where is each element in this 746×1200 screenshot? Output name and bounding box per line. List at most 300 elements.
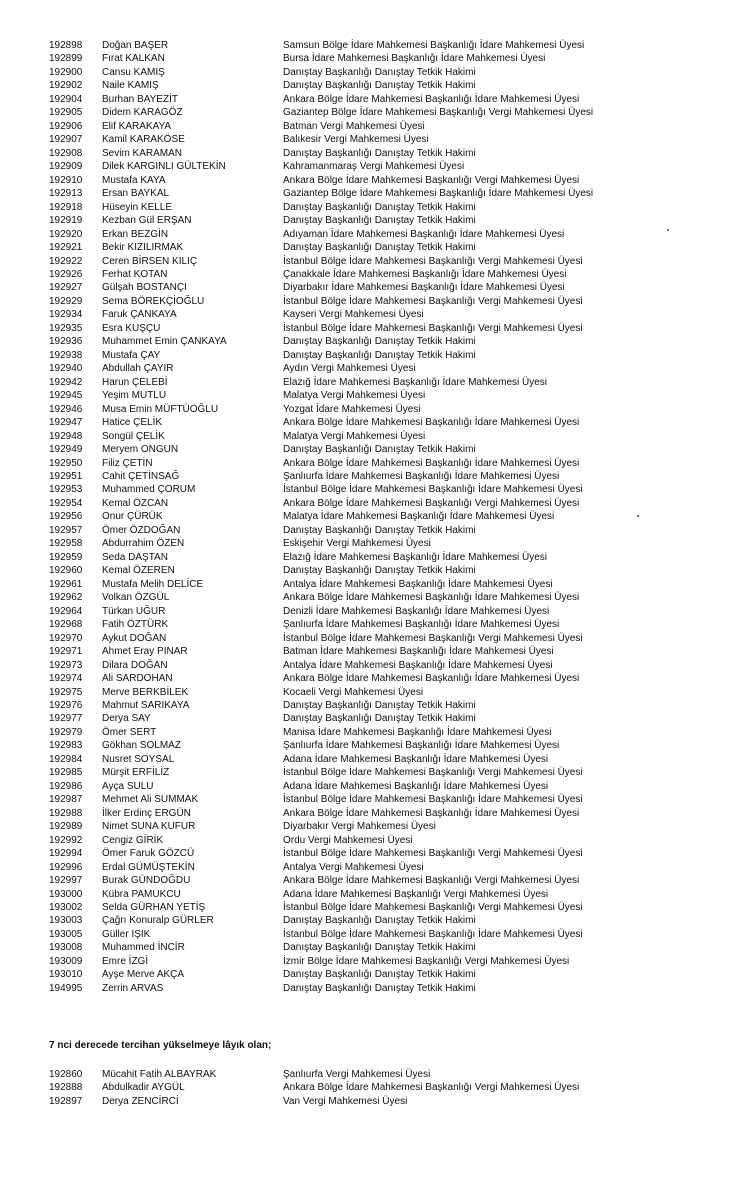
list-row xyxy=(0,739,746,752)
person-name: Abdurrahim ÖZEN xyxy=(102,538,185,550)
list-row xyxy=(0,941,746,954)
court-assignment: Şanlıurfa İdare Mahkemesi Başkanlığı İdare Mahkemesi Üyesi xyxy=(283,619,560,631)
list-row xyxy=(0,699,746,712)
registry-number: 192899 xyxy=(49,53,83,65)
person-name: Gökhan SOLMAZ xyxy=(102,740,181,752)
list-row xyxy=(0,255,746,268)
court-assignment: İstanbul Bölge İdare Mahkemesi Başkanlığı Vergi Mahkemesi Üyesi xyxy=(283,255,583,267)
court-assignment: Gaziantep Bölge İdare Mahkemesi Başkanlığı Vergi Mahkemesi Üyesi xyxy=(283,107,594,119)
person-name: Volkan ÖZGÜL xyxy=(102,592,170,604)
court-assignment: İstanbul Bölge İdare Mahkemesi Başkanlığı Vergi Mahkemesi Üyesi xyxy=(283,767,583,779)
person-name: Mustafa KAYA xyxy=(102,174,166,186)
registry-number: 192906 xyxy=(49,120,83,132)
registry-number: 192975 xyxy=(49,686,83,698)
court-assignment: Malatya İdare Mahkemesi Başkanlığı İdare Mahkemesi Üyesi xyxy=(283,511,555,523)
court-assignment: Batman Vergi Mahkemesi Üyesi xyxy=(283,120,425,132)
person-name: Emre İZGİ xyxy=(102,955,149,967)
court-assignment: Balıkesir Vergi Mahkemesi Üyesi xyxy=(283,134,429,146)
list-row xyxy=(0,888,746,901)
person-name: Kemal ÖZCAN xyxy=(102,497,169,509)
registry-number: 192947 xyxy=(49,417,83,429)
person-name: Esra KUŞÇU xyxy=(102,322,161,334)
section-heading: 7 nci derecede tercihan yükselmeye lâyık olan; xyxy=(49,1040,272,1051)
registry-number: 192996 xyxy=(49,861,83,873)
person-name: Ersan BAYKAL xyxy=(102,188,170,200)
list-row xyxy=(0,834,746,847)
person-name: Fatih ÖZTÜRK xyxy=(102,619,169,631)
promotion-list xyxy=(0,39,746,995)
list-row xyxy=(0,928,746,941)
scan-speck xyxy=(667,229,669,231)
registry-number: 192940 xyxy=(49,363,83,375)
registry-number: 192898 xyxy=(49,40,83,51)
registry-number: 192907 xyxy=(49,134,83,146)
person-name: Ceren BİRSEN KILIÇ xyxy=(102,255,198,267)
list-row xyxy=(0,39,746,52)
list-row xyxy=(0,955,746,968)
person-name: Harun ÇELEBİ xyxy=(102,376,168,388)
court-assignment: Manisa İdare Mahkemesi Başkanlığı İdare Mahkemesi Üyesi xyxy=(283,726,552,738)
registry-number: 192946 xyxy=(49,403,83,415)
registry-number: 192992 xyxy=(49,834,83,846)
person-name: Aykut DOĞAN xyxy=(102,632,167,644)
list-row xyxy=(0,632,746,645)
registry-number: 192929 xyxy=(49,295,83,307)
list-row xyxy=(0,281,746,294)
court-assignment: Samsun Bölge İdare Mahkemesi Başkanlığı İdare Mahkemesi Üyesi xyxy=(283,40,585,51)
person-name: Türkan UĞUR xyxy=(102,605,166,617)
registry-number: 192973 xyxy=(49,659,83,671)
registry-number: 192897 xyxy=(49,1095,83,1107)
person-name: Mücahit Fatih ALBAYRAK xyxy=(102,1069,217,1080)
registry-number: 192984 xyxy=(49,753,83,765)
list-row xyxy=(0,79,746,92)
court-assignment: Danıştay Başkanlığı Danıştay Tetkik Hakimi xyxy=(283,66,476,78)
person-name: Ayça SULU xyxy=(102,780,154,792)
registry-number: 192974 xyxy=(49,673,83,685)
court-assignment: İzmir Bölge İdare Mahkemesi Başkanlığı Vergi Mahkemesi Üyesi xyxy=(283,955,570,967)
court-assignment: Ankara Bölge İdare Mahkemesi Başkanlığı İdare Mahkemesi Üyesi xyxy=(283,673,580,685)
registry-number: 192977 xyxy=(49,713,83,725)
person-name: Erdal GÜMÜŞTEKİN xyxy=(102,861,195,873)
registry-number: 194995 xyxy=(49,982,83,994)
registry-number: 192957 xyxy=(49,524,83,536)
court-assignment: Danıştay Başkanlığı Danıştay Tetkik Hakimi xyxy=(283,147,476,159)
court-assignment: Eskişehir Vergi Mahkemesi Üyesi xyxy=(283,538,431,550)
registry-number: 192934 xyxy=(49,309,83,321)
list-row xyxy=(0,322,746,335)
court-assignment: Antalya Vergi Mahkemesi Üyesi xyxy=(283,861,424,873)
list-row xyxy=(0,214,746,227)
registry-number: 192962 xyxy=(49,592,83,604)
registry-number: 193002 xyxy=(49,902,83,913)
court-assignment: Elazığ İdare Mahkemesi Başkanlığı İdare Mahkemesi Üyesi xyxy=(283,376,548,388)
list-row xyxy=(0,793,746,806)
person-name: Selda GÜRHAN YETİŞ xyxy=(102,902,206,913)
list-row xyxy=(0,376,746,389)
person-name: Mahmut SARIKAYA xyxy=(102,699,190,711)
registry-number: 192961 xyxy=(49,578,83,590)
list-row xyxy=(0,510,746,523)
person-name: Kamil KARAKÖSE xyxy=(102,134,185,146)
court-assignment: Ankara Bölge İdare Mahkemesi Başkanlığı Vergi Mahkemesi Üyesi xyxy=(283,174,580,186)
registry-number: 193005 xyxy=(49,928,83,940)
registry-number: 192910 xyxy=(49,174,83,186)
person-name: Seda DAŞTAN xyxy=(102,551,168,563)
court-assignment: İstanbul Bölge İdare Mahkemesi Başkanlığı Vergi Mahkemesi Üyesi xyxy=(283,632,583,644)
court-assignment: Diyarbakır İdare Mahkemesi Başkanlığı İdare Mahkemesi Üyesi xyxy=(283,282,565,294)
registry-number: 192970 xyxy=(49,632,83,644)
registry-number: 192913 xyxy=(49,188,83,200)
registry-number: 192905 xyxy=(49,107,83,119)
court-assignment: Ankara Bölge İdare Mahkemesi Başkanlığı Vergi Mahkemesi Üyesi xyxy=(283,875,580,887)
person-name: İlker Erdinç ERGÜN xyxy=(102,807,191,819)
person-name: Mürşit ERFİLİZ xyxy=(102,767,170,779)
registry-number: 192971 xyxy=(49,646,83,658)
person-name: Ayşe Merve AKÇA xyxy=(102,969,185,981)
list-row xyxy=(0,645,746,658)
list-row xyxy=(0,564,746,577)
list-row xyxy=(0,874,746,887)
list-row xyxy=(0,120,746,133)
list-row xyxy=(0,443,746,456)
court-assignment: Kahramanmaraş Vergi Mahkemesi Üyesi xyxy=(283,161,465,173)
court-assignment: İstanbul Bölge İdare Mahkemesi Başkanlığı İdare Mahkemesi Üyesi xyxy=(283,484,583,496)
list-row xyxy=(0,605,746,618)
list-row xyxy=(0,914,746,927)
court-assignment: Kocaeli Vergi Mahkemesi Üyesi xyxy=(283,686,424,698)
list-row xyxy=(0,820,746,833)
list-row xyxy=(0,52,746,65)
person-name: Mustafa Melih DELİCE xyxy=(102,578,204,590)
list-row xyxy=(0,389,746,402)
court-assignment: Danıştay Başkanlığı Danıştay Tetkik Hakimi xyxy=(283,524,476,536)
court-assignment: Ankara Bölge İdare Mahkemesi Başkanlığı İdare Mahkemesi Üyesi xyxy=(283,807,580,819)
court-assignment: İstanbul Bölge İdare Mahkemesi Başkanlığı Vergi Mahkemesi Üyesi xyxy=(283,322,583,334)
list-row xyxy=(0,174,746,187)
person-name: Zerrin ARVAS xyxy=(102,982,164,994)
registry-number: 192950 xyxy=(49,457,83,469)
registry-number: 192908 xyxy=(49,147,83,159)
person-name: Gülşah BOSTANÇI xyxy=(102,282,187,294)
person-name: Kemal ÖZEREN xyxy=(102,565,175,577)
registry-number: 192976 xyxy=(49,699,83,711)
court-assignment: Ordu Vergi Mahkemesi Üyesi xyxy=(283,834,413,846)
person-name: Abdullah ÇAYIR xyxy=(102,363,174,375)
list-row xyxy=(0,591,746,604)
court-assignment: İstanbul Bölge İdare Mahkemesi Başkanlığı İdare Mahkemesi Üyesi xyxy=(283,928,583,940)
registry-number: 192945 xyxy=(49,390,83,402)
person-name: Meryem ONGUN xyxy=(102,444,179,456)
court-assignment: Malatya Vergi Mahkemesi Üyesi xyxy=(283,390,426,402)
court-assignment: Malatya Vergi Mahkemesi Üyesi xyxy=(283,430,426,442)
list-row xyxy=(0,861,746,874)
person-name: Cahit ÇETİNSAĞ xyxy=(102,471,180,482)
court-assignment: Antalya İdare Mahkemesi Başkanlığı İdare Mahkemesi Üyesi xyxy=(283,578,553,590)
registry-number: 192904 xyxy=(49,93,83,105)
person-name: Sevim KARAMAN xyxy=(102,147,183,159)
registry-number: 192948 xyxy=(49,430,83,442)
registry-number: 192986 xyxy=(49,780,83,792)
court-assignment: Elazığ İdare Mahkemesi Başkanlığı İdare Mahkemesi Üyesi xyxy=(283,551,548,563)
registry-number: 192860 xyxy=(49,1069,83,1080)
registry-number: 192922 xyxy=(49,255,83,267)
court-assignment: Ankara Bölge İdare Mahkemesi Başkanlığı Vergi Mahkemesi Üyesi xyxy=(283,1082,580,1094)
court-assignment: İstanbul Bölge İdare Mahkemesi Başkanlığı Vergi Mahkemesi Üyesi xyxy=(283,295,583,307)
list-row xyxy=(0,483,746,496)
list-row xyxy=(0,147,746,160)
court-assignment: İstanbul Bölge İdare Mahkemesi Başkanlığı İdare Mahkemesi Üyesi xyxy=(283,794,583,806)
court-assignment: Adıyaman İdare Mahkemesi Başkanlığı İdare Mahkemesi Üyesi xyxy=(283,228,565,240)
registry-number: 192985 xyxy=(49,767,83,779)
person-name: Ahmet Eray PINAR xyxy=(102,646,188,658)
list-row xyxy=(0,470,746,483)
list-row xyxy=(0,335,746,348)
registry-number: 192953 xyxy=(49,484,83,496)
court-assignment: Antalya İdare Mahkemesi Başkanlığı İdare Mahkemesi Üyesi xyxy=(283,659,553,671)
court-assignment: Denizli İdare Mahkemesi Başkanlığı İdare Mahkemesi Üyesi xyxy=(283,605,550,617)
court-assignment: Danıştay Başkanlığı Danıştay Tetkik Hakimi xyxy=(283,982,476,994)
list-row xyxy=(0,1095,746,1108)
court-assignment: Adana İdare Mahkemesi Başkanlığı Vergi Mahkemesi Üyesi xyxy=(283,888,549,900)
registry-number: 193008 xyxy=(49,942,83,954)
court-assignment: Ankara Bölge İdare Mahkemesi Başkanlığı İdare Mahkemesi Üyesi xyxy=(283,417,580,429)
list-row xyxy=(0,659,746,672)
court-assignment: Ankara Bölge İdare Mahkemesi Başkanlığı İdare Mahkemesi Üyesi xyxy=(283,592,580,604)
person-name: Faruk ÇANKAYA xyxy=(102,309,177,321)
court-assignment: Batman İdare Mahkemesi Başkanlığı İdare Mahkemesi Üyesi xyxy=(283,646,554,658)
person-name: Fırat KALKAN xyxy=(102,53,165,65)
registry-number: 192968 xyxy=(49,619,83,631)
person-name: Bekir KIZILIRMAK xyxy=(102,242,184,254)
person-name: Naile KAMIŞ xyxy=(102,80,159,92)
list-row xyxy=(0,901,746,914)
list-row xyxy=(0,416,746,429)
person-name: Didem KARAGÖZ xyxy=(102,107,183,119)
person-name: Çağrı Konuralp GÜRLER xyxy=(102,915,214,927)
list-row xyxy=(0,982,746,995)
list-row xyxy=(0,807,746,820)
person-name: Ali SARDOHAN xyxy=(102,673,173,685)
list-row xyxy=(0,672,746,685)
list-row xyxy=(0,133,746,146)
person-name: Kezban Gül ERŞAN xyxy=(102,215,192,227)
person-name: Dilara DOĞAN xyxy=(102,659,168,671)
registry-number: 192938 xyxy=(49,349,83,361)
registry-number: 193009 xyxy=(49,955,83,967)
registry-number: 192918 xyxy=(49,201,83,213)
registry-number: 192888 xyxy=(49,1082,83,1094)
registry-number: 192958 xyxy=(49,538,83,550)
registry-number: 192954 xyxy=(49,497,83,509)
person-name: Burak GÜNDOĞDU xyxy=(102,875,191,887)
person-name: Musa Emin MÜFTÜOĞLU xyxy=(102,403,219,415)
list-row xyxy=(0,106,746,119)
list-row xyxy=(0,187,746,200)
person-name: Cengiz GİRİK xyxy=(102,834,164,846)
court-assignment: Danıştay Başkanlığı Danıştay Tetkik Hakimi xyxy=(283,444,476,456)
registry-number: 192942 xyxy=(49,376,83,388)
registry-number: 192909 xyxy=(49,161,83,173)
list-row xyxy=(0,430,746,443)
list-row xyxy=(0,524,746,537)
person-name: Doğan BAŞER xyxy=(102,40,169,51)
court-assignment: Danıştay Başkanlığı Danıştay Tetkik Hakimi xyxy=(283,201,476,213)
registry-number: 192936 xyxy=(49,336,83,348)
registry-number: 192983 xyxy=(49,740,83,752)
person-name: Nusret SOYSAL xyxy=(102,753,175,765)
registry-number: 192935 xyxy=(49,322,83,334)
list-row xyxy=(0,457,746,470)
person-name: Ömer ÖZDOĞAN xyxy=(102,524,181,536)
person-name: Ferhat KOTAN xyxy=(102,268,168,280)
list-row xyxy=(0,349,746,362)
list-row xyxy=(0,726,746,739)
registry-number: 192920 xyxy=(49,228,83,240)
registry-number: 193003 xyxy=(49,915,83,927)
registry-number: 192949 xyxy=(49,444,83,456)
preferential-promotion-list xyxy=(0,1068,746,1108)
person-name: Songül ÇELİK xyxy=(102,430,165,442)
registry-number: 192997 xyxy=(49,875,83,887)
person-name: Muhammet Emin ÇANKAYA xyxy=(102,336,227,348)
list-row xyxy=(0,497,746,510)
court-assignment: Gaziantep Bölge İdare Mahkemesi Başkanlığı İdare Mahkemesi Üyesi xyxy=(283,188,594,200)
registry-number: 193010 xyxy=(49,969,83,981)
person-name: Güller IŞIK xyxy=(102,928,151,940)
list-row xyxy=(0,201,746,214)
list-row xyxy=(0,93,746,106)
court-assignment: Danıştay Başkanlığı Danıştay Tetkik Hakimi xyxy=(283,349,476,361)
list-row xyxy=(0,362,746,375)
registry-number: 192960 xyxy=(49,565,83,577)
court-assignment: Danıştay Başkanlığı Danıştay Tetkik Hakimi xyxy=(283,565,476,577)
list-row xyxy=(0,295,746,308)
list-row xyxy=(0,766,746,779)
person-name: Abdulkadir AYGÜL xyxy=(102,1082,185,1094)
court-assignment: Danıştay Başkanlığı Danıştay Tetkik Hakimi xyxy=(283,699,476,711)
list-row xyxy=(0,712,746,725)
court-assignment: Bursa İdare Mahkemesi Başkanlığı İdare Mahkemesi Üyesi xyxy=(283,53,546,65)
person-name: Onur ÇÜRÜK xyxy=(102,511,163,523)
court-assignment: Adana İdare Mahkemesi Başkanlığı İdare Mahkemesi Üyesi xyxy=(283,753,549,765)
court-assignment: Yozgat İdare Mahkemesi Üyesi xyxy=(283,403,421,415)
list-row xyxy=(0,160,746,173)
person-name: Sema BÖREKÇİOĞLU xyxy=(102,295,205,307)
list-row xyxy=(0,847,746,860)
court-assignment: Ankara Bölge İdare Mahkemesi Başkanlığı Vergi Mahkemesi Üyesi xyxy=(283,497,580,509)
registry-number: 192994 xyxy=(49,848,83,860)
list-row xyxy=(0,578,746,591)
person-name: Cansu KAMIŞ xyxy=(102,66,165,78)
list-row xyxy=(0,1068,746,1081)
person-name: Yeşim MUTLU xyxy=(102,390,167,402)
registry-number: 192926 xyxy=(49,268,83,280)
list-row xyxy=(0,308,746,321)
court-assignment: Van Vergi Mahkemesi Üyesi xyxy=(283,1095,408,1107)
registry-number: 192959 xyxy=(49,551,83,563)
court-assignment: Danıştay Başkanlığı Danıştay Tetkik Hakimi xyxy=(283,215,476,227)
list-row xyxy=(0,66,746,79)
registry-number: 192987 xyxy=(49,794,83,806)
registry-number: 192927 xyxy=(49,282,83,294)
registry-number: 192988 xyxy=(49,807,83,819)
list-row xyxy=(0,551,746,564)
registry-number: 192979 xyxy=(49,726,83,738)
court-assignment: Danıştay Başkanlığı Danıştay Tetkik Hakimi xyxy=(283,80,476,92)
list-row xyxy=(0,537,746,550)
list-row xyxy=(0,268,746,281)
registry-number: 192921 xyxy=(49,242,83,254)
court-assignment: Ankara Bölge İdare Mahkemesi Başkanlığı İdare Mahkemesi Üyesi xyxy=(283,93,580,105)
list-row xyxy=(0,403,746,416)
person-name: Muhammed ÇORUM xyxy=(102,484,196,496)
court-assignment: Kayseri Vergi Mahkemesi Üyesi xyxy=(283,309,424,321)
court-assignment: Şanlıurfa İdare Mahkemesi Başkanlığı İdare Mahkemesi Üyesi xyxy=(283,471,560,482)
court-assignment: Danıştay Başkanlığı Danıştay Tetkik Hakimi xyxy=(283,969,476,981)
court-assignment: Adana İdare Mahkemesi Başkanlığı İdare Mahkemesi Üyesi xyxy=(283,780,549,792)
court-assignment: Danıştay Başkanlığı Danıştay Tetkik Hakimi xyxy=(283,942,476,954)
registry-number: 192964 xyxy=(49,605,83,617)
registry-number: 192989 xyxy=(49,821,83,833)
court-assignment: Aydın Vergi Mahkemesi Üyesi xyxy=(283,363,416,375)
person-name: Elif KARAKAYA xyxy=(102,120,172,132)
list-row xyxy=(0,753,746,766)
registry-number: 192956 xyxy=(49,511,83,523)
court-assignment: Çanakkale İdare Mahkemesi Başkanlığı İdare Mahkemesi Üyesi xyxy=(283,268,567,280)
person-name: Nimet SUNA KUFUR xyxy=(102,821,196,833)
list-row xyxy=(0,1081,746,1094)
person-name: Filiz ÇETİN xyxy=(102,457,153,469)
court-assignment: İstanbul Bölge İdare Mahkemesi Başkanlığı Vergi Mahkemesi Üyesi xyxy=(283,848,583,860)
person-name: Derya SAY xyxy=(102,713,151,725)
court-assignment: Danıştay Başkanlığı Danıştay Tetkik Hakimi xyxy=(283,713,476,725)
registry-number: 192951 xyxy=(49,471,83,482)
list-row xyxy=(0,241,746,254)
person-name: Merve BERKBİLEK xyxy=(102,686,189,698)
court-assignment: İstanbul Bölge İdare Mahkemesi Başkanlığı Vergi Mahkemesi Üyesi xyxy=(283,902,583,913)
list-row xyxy=(0,686,746,699)
list-row xyxy=(0,228,746,241)
court-assignment: Diyarbakır Vergi Mahkemesi Üyesi xyxy=(283,821,436,833)
person-name: Ömer Faruk GÖZCÜ xyxy=(102,848,195,860)
registry-number: 192919 xyxy=(49,215,83,227)
list-row xyxy=(0,968,746,981)
court-assignment: Danıştay Başkanlığı Danıştay Tetkik Hakimi xyxy=(283,336,476,348)
person-name: Mehmet Ali SUMMAK xyxy=(102,794,199,806)
person-name: Mustafa ÇAY xyxy=(102,349,161,361)
registry-number: 193000 xyxy=(49,888,83,900)
court-assignment: Danıştay Başkanlığı Danıştay Tetkik Hakimi xyxy=(283,915,476,927)
person-name: Derya ZENCİRCİ xyxy=(102,1095,179,1107)
court-assignment: Şanlıurfa İdare Mahkemesi Başkanlığı İdare Mahkemesi Üyesi xyxy=(283,740,560,752)
court-assignment: Şanlıurfa Vergi Mahkemesi Üyesi xyxy=(283,1069,431,1080)
person-name: Hatice ÇELİK xyxy=(102,417,163,429)
court-assignment: Danıştay Başkanlığı Danıştay Tetkik Hakimi xyxy=(283,242,476,254)
person-name: Burhan BAYEZİT xyxy=(102,93,178,105)
person-name: Ömer SERT xyxy=(102,726,157,738)
person-name: Hüseyin KELLE xyxy=(102,201,173,213)
list-row xyxy=(0,618,746,631)
registry-number: 192900 xyxy=(49,66,83,78)
person-name: Kübra PAMUKCU xyxy=(102,888,181,900)
registry-number: 192902 xyxy=(49,80,83,92)
person-name: Erkan BEZGİN xyxy=(102,228,169,240)
list-row xyxy=(0,780,746,793)
person-name: Dilek KARGINLI GÜLTEKİN xyxy=(102,161,226,173)
scan-speck xyxy=(637,515,639,517)
person-name: Muhammed İNCİR xyxy=(102,942,185,954)
